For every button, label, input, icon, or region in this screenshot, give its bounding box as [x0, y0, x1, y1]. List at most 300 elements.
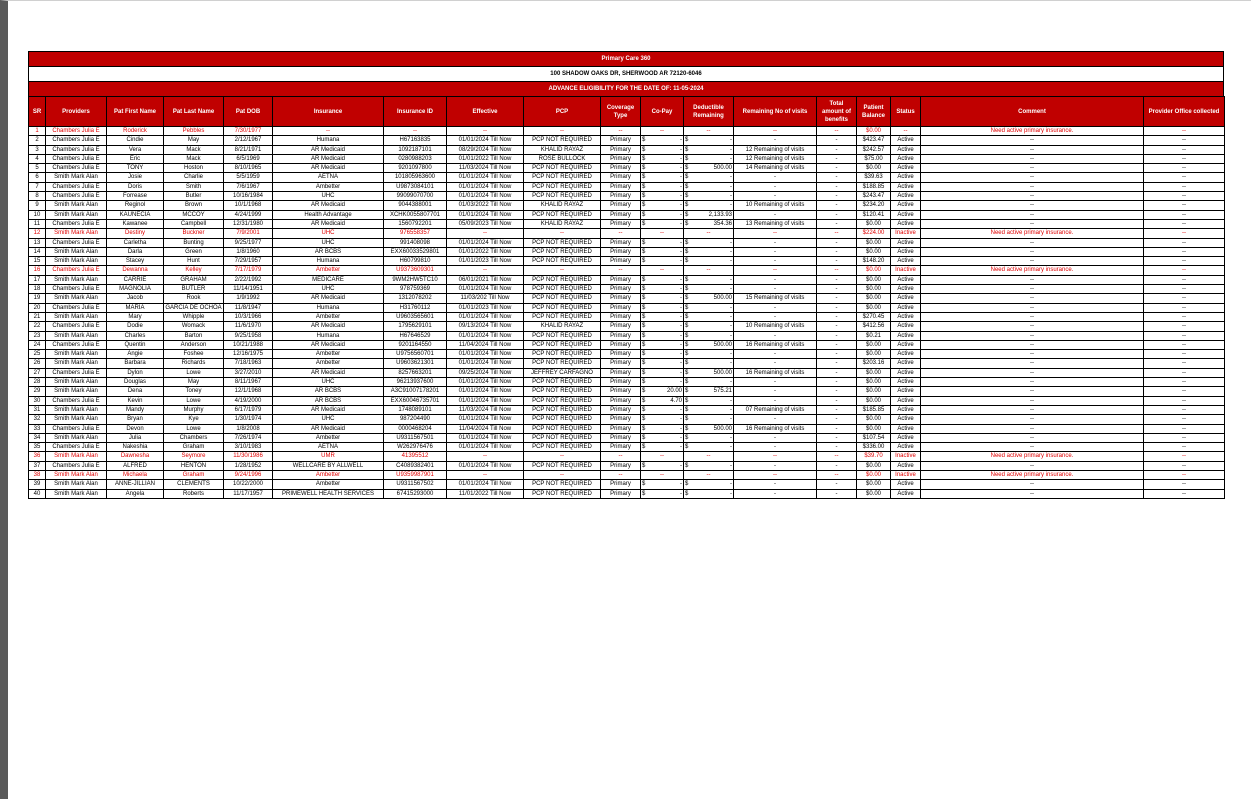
pcp-cell: -- — [524, 229, 601, 238]
sr-cell: 30 — [29, 396, 46, 405]
insurance-id-cell: 1092187101 — [384, 145, 447, 154]
deductible-value: 500.00 — [713, 341, 732, 348]
status-cell: Active — [891, 461, 921, 470]
table-row — [29, 405, 1225, 414]
patient-balance-cell: $243.47 — [857, 192, 891, 201]
comment-cell: -- — [921, 182, 1144, 191]
office-collected-cell: -- — [1144, 350, 1225, 359]
total-benefits-cell: - — [817, 312, 857, 321]
insurance-cell: AETNA — [273, 443, 384, 452]
status-cell: Active — [891, 322, 921, 331]
deductible-value: - — [730, 258, 732, 265]
sr-cell: 16 — [29, 266, 46, 275]
insurance-cell: WELLCARE BY ALLWELL — [273, 461, 384, 470]
pcp-cell: KHALID RAYAZ — [524, 201, 601, 210]
comment-cell: Need active primary insurance. — [921, 229, 1144, 238]
currency-symbol: $ — [685, 193, 689, 200]
patient-balance-cell: $0.00 — [857, 378, 891, 387]
patient-balance-cell: $0.00 — [857, 303, 891, 312]
deductible-value: - — [730, 155, 732, 162]
comment-cell: -- — [921, 340, 1144, 349]
first-name-cell: Devon — [107, 424, 164, 433]
effective-cell: 01/01/2024 Till Now — [447, 312, 524, 321]
patient-balance-cell: $0.00 — [857, 461, 891, 470]
first-name-cell: Julia — [107, 433, 164, 442]
copay-value: - — [680, 351, 682, 358]
pcp-cell: PCP NOT REQUIRED — [524, 238, 601, 247]
patient-balance-cell: $0.00 — [857, 294, 891, 303]
insurance-cell: AR BCBS — [273, 396, 384, 405]
provider-cell: Chambers Julia E — [46, 238, 107, 247]
remaining-visits-cell: 16 Remaining of visits — [734, 368, 817, 377]
total-benefits-cell: -- — [817, 266, 857, 275]
deductible-value: 500.00 — [713, 369, 732, 376]
comment-cell: -- — [921, 136, 1144, 145]
total-benefits-cell: - — [817, 275, 857, 284]
sr-cell: 11 — [29, 219, 46, 228]
table-row — [29, 480, 1225, 489]
copay-value: - — [680, 276, 682, 283]
deductible-cell: -- — [684, 127, 734, 136]
dob-cell: 6/5/1969 — [224, 154, 273, 163]
deductible-cell — [684, 443, 734, 452]
last-name-cell: Hunt — [164, 257, 224, 266]
effective-cell: 01/01/2024 Till Now — [447, 387, 524, 396]
comment-cell: -- — [921, 210, 1144, 219]
copay-value: - — [680, 193, 682, 200]
first-name-cell: Jacob — [107, 294, 164, 303]
total-benefits-cell: - — [817, 387, 857, 396]
currency-symbol: $ — [685, 183, 689, 190]
first-name-cell: Mandy — [107, 405, 164, 414]
insurance-cell: UHC — [273, 192, 384, 201]
currency-symbol: $ — [685, 397, 689, 404]
insurance-cell: Ambetter — [273, 312, 384, 321]
table-row — [29, 433, 1225, 442]
effective-cell: 01/01/2024 Till Now — [447, 461, 524, 470]
coverage-type-cell: Primary — [601, 350, 641, 359]
total-benefits-cell: - — [817, 201, 857, 210]
comment-cell: -- — [921, 285, 1144, 294]
insurance-cell: Humana — [273, 136, 384, 145]
pcp-cell: PCP NOT REQUIRED — [524, 378, 601, 387]
insurance-cell: PRIMEWELL HEALTH SERVICES — [273, 489, 384, 498]
comment-cell: -- — [921, 219, 1144, 228]
insurance-id-cell: H67163835 — [384, 136, 447, 145]
status-cell: Active — [891, 294, 921, 303]
first-name-cell: Reginol — [107, 201, 164, 210]
comment-cell: -- — [921, 257, 1144, 266]
comment-cell: -- — [921, 201, 1144, 210]
dob-cell: 9/24/1996 — [224, 470, 273, 479]
remaining-visits-cell: - — [734, 461, 817, 470]
pcp-cell: -- — [524, 452, 601, 461]
coverage-type-cell: Primary — [601, 359, 641, 368]
pcp-cell: PCP NOT REQUIRED — [524, 480, 601, 489]
table-row — [29, 303, 1225, 312]
first-name-cell: Bryan — [107, 415, 164, 424]
status-cell: Active — [891, 331, 921, 340]
insurance-id-cell: 9201164550 — [384, 340, 447, 349]
dob-cell: 1/8/2008 — [224, 424, 273, 433]
currency-symbol: $ — [642, 360, 646, 367]
last-name-cell: Pebbles — [164, 127, 224, 136]
sr-cell: 25 — [29, 350, 46, 359]
deductible-value: - — [730, 286, 732, 293]
coverage-type-cell: -- — [601, 266, 641, 275]
effective-cell: 01/01/2024 Till Now — [447, 443, 524, 452]
remaining-visits-cell: 10 Remaining of visits — [734, 201, 817, 210]
pcp-cell: PCP NOT REQUIRED — [524, 247, 601, 256]
insurance-id-cell: 0000468204 — [384, 424, 447, 433]
patient-balance-cell: $39.63 — [857, 173, 891, 182]
deductible-value: - — [730, 313, 732, 320]
copay-cell — [641, 322, 684, 331]
insurance-cell: AR Medicaid — [273, 154, 384, 163]
coverage-type-cell: Primary — [601, 210, 641, 219]
remaining-visits-cell: - — [734, 378, 817, 387]
remaining-visits-cell: - — [734, 182, 817, 191]
patient-balance-cell: $0.00 — [857, 238, 891, 247]
first-name-cell: Dawnesha — [107, 452, 164, 461]
office-collected-cell: -- — [1144, 424, 1225, 433]
insurance-id-cell: U9373609301 — [384, 266, 447, 275]
currency-symbol: $ — [642, 462, 646, 469]
table-row — [29, 154, 1225, 163]
coverage-type-cell: Primary — [601, 443, 641, 452]
table-row — [29, 331, 1225, 340]
patient-balance-cell: $336.00 — [857, 443, 891, 452]
currency-symbol: $ — [642, 313, 646, 320]
status-cell: Active — [891, 415, 921, 424]
status-cell: Active — [891, 238, 921, 247]
provider-cell: Smith Mark Alan — [46, 312, 107, 321]
currency-symbol: $ — [685, 369, 689, 376]
currency-symbol: $ — [642, 211, 646, 218]
currency-symbol: $ — [642, 286, 646, 293]
comment-cell: -- — [921, 275, 1144, 284]
office-collected-cell: -- — [1144, 127, 1225, 136]
pcp-cell: PCP NOT REQUIRED — [524, 294, 601, 303]
effective-cell: 06/01/2021 Till Now — [447, 275, 524, 284]
provider-cell: Chambers Julia E — [46, 396, 107, 405]
sr-cell: 33 — [29, 424, 46, 433]
currency-symbol: $ — [642, 351, 646, 358]
sr-cell: 26 — [29, 359, 46, 368]
copay-cell: -- — [641, 127, 684, 136]
effective-cell: 01/01/2024 Till Now — [447, 210, 524, 219]
first-name-cell: Dewanna — [107, 266, 164, 275]
patient-balance-cell: $0.00 — [857, 470, 891, 479]
insurance-id-cell: EXX60046735701 — [384, 396, 447, 405]
pcp-cell: PCP NOT REQUIRED — [524, 396, 601, 405]
effective-cell: 11/04/2024 Till Now — [447, 340, 524, 349]
col-header-pcp: PCP — [524, 97, 601, 127]
dob-cell: 12/31/1980 — [224, 219, 273, 228]
office-collected-cell: -- — [1144, 247, 1225, 256]
provider-cell: Chambers Julia E — [46, 192, 107, 201]
last-name-cell: Bunting — [164, 238, 224, 247]
currency-symbol: $ — [685, 434, 689, 441]
first-name-cell: Angela — [107, 489, 164, 498]
first-name-cell: Eric — [107, 154, 164, 163]
office-collected-cell: -- — [1144, 275, 1225, 284]
last-name-cell: Richards — [164, 359, 224, 368]
copay-cell — [641, 378, 684, 387]
patient-balance-cell: $0.00 — [857, 219, 891, 228]
status-cell: Active — [891, 396, 921, 405]
deductible-value: - — [730, 481, 732, 488]
table-row — [29, 136, 1225, 145]
provider-cell: Smith Mark Alan — [46, 331, 107, 340]
comment-cell: -- — [921, 312, 1144, 321]
sr-cell: 32 — [29, 415, 46, 424]
patient-balance-cell: $0.00 — [857, 480, 891, 489]
deductible-value: - — [730, 379, 732, 386]
table-row — [29, 470, 1225, 479]
copay-cell — [641, 257, 684, 266]
table-row — [29, 396, 1225, 405]
office-collected-cell: -- — [1144, 238, 1225, 247]
status-cell: Active — [891, 489, 921, 498]
total-benefits-cell: - — [817, 154, 857, 163]
effective-cell: -- — [447, 452, 524, 461]
table-row — [29, 164, 1225, 173]
office-collected-cell: -- — [1144, 480, 1225, 489]
provider-cell: Chambers Julia E — [46, 127, 107, 136]
insurance-id-cell: 9WM2HW5TC10 — [384, 275, 447, 284]
table-row — [29, 294, 1225, 303]
copay-value: - — [680, 490, 682, 497]
col-header-copay: Co-Pay — [641, 97, 684, 127]
coverage-type-cell: Primary — [601, 238, 641, 247]
table-row — [29, 247, 1225, 256]
status-cell: -- — [891, 127, 921, 136]
effective-cell: 01/03/2022 Till Now — [447, 201, 524, 210]
deductible-cell: -- — [684, 452, 734, 461]
copay-value: - — [680, 313, 682, 320]
coverage-type-cell: Primary — [601, 378, 641, 387]
total-benefits-cell: -- — [817, 229, 857, 238]
first-name-cell: Roderick — [107, 127, 164, 136]
effective-cell: 01/01/2024 Till Now — [447, 480, 524, 489]
comment-cell: Need active primary insurance. — [921, 266, 1144, 275]
col-header-coverage-type: Coverage Type — [601, 97, 641, 127]
comment-cell: -- — [921, 480, 1144, 489]
first-name-cell: Kawanee — [107, 219, 164, 228]
patient-balance-cell: $148.20 — [857, 257, 891, 266]
copay-cell: -- — [641, 452, 684, 461]
coverage-type-cell: -- — [601, 127, 641, 136]
patient-balance-cell: $242.57 — [857, 145, 891, 154]
status-cell: Active — [891, 480, 921, 489]
provider-cell: Chambers Julia E — [46, 424, 107, 433]
deductible-cell — [684, 247, 734, 256]
col-header-deductible: Deductible Remaining — [684, 97, 734, 127]
header-row — [29, 97, 1225, 127]
pcp-cell: -- — [524, 470, 601, 479]
pcp-cell: PCP NOT REQUIRED — [524, 182, 601, 191]
effective-cell: 01/01/2024 Till Now — [447, 136, 524, 145]
col-header-status: Status — [891, 97, 921, 127]
currency-symbol: $ — [685, 379, 689, 386]
patient-balance-cell: $423.47 — [857, 136, 891, 145]
copay-cell — [641, 210, 684, 219]
deductible-value: - — [730, 248, 732, 255]
first-name-cell: MAGNOLIA — [107, 285, 164, 294]
provider-cell: Chambers Julia E — [46, 266, 107, 275]
deductible-cell — [684, 396, 734, 405]
status-cell: Active — [891, 219, 921, 228]
copay-value: - — [680, 304, 682, 311]
eligibility-table — [28, 96, 1225, 499]
insurance-cell: Health Advantage — [273, 210, 384, 219]
office-collected-cell: -- — [1144, 396, 1225, 405]
col-header-sr: SR — [29, 97, 46, 127]
status-cell: Active — [891, 173, 921, 182]
insurance-id-cell: W262976476 — [384, 443, 447, 452]
copay-value: 20.00 — [666, 388, 682, 395]
copay-cell — [641, 489, 684, 498]
total-benefits-cell: - — [817, 396, 857, 405]
status-cell: Active — [891, 247, 921, 256]
insurance-cell: AR Medicaid — [273, 405, 384, 414]
last-name-cell: GARCIA DE OCHOA — [165, 304, 222, 311]
table-row — [29, 238, 1225, 247]
eligibility-date-banner: ADVANCE ELIGIBILITY FOR THE DATE OF: 11-05-2024 — [28, 81, 1224, 96]
table-row — [29, 127, 1225, 136]
total-benefits-cell: - — [817, 489, 857, 498]
comment-cell: -- — [921, 350, 1144, 359]
total-benefits-cell: - — [817, 238, 857, 247]
pcp-cell: PCP NOT REQUIRED — [524, 275, 601, 284]
remaining-visits-cell: -- — [734, 229, 817, 238]
insurance-cell: Ambetter — [273, 182, 384, 191]
copay-cell — [641, 415, 684, 424]
deductible-value: - — [730, 490, 732, 497]
comment-cell: -- — [921, 396, 1144, 405]
last-name-cell: Anderson — [164, 340, 224, 349]
provider-cell: Chambers Julia E — [46, 136, 107, 145]
last-name-cell: Foshee — [164, 350, 224, 359]
first-name-cell: Barbara — [107, 359, 164, 368]
total-benefits-cell: -- — [817, 470, 857, 479]
pcp-cell: PCP NOT REQUIRED — [524, 164, 601, 173]
deductible-cell: -- — [684, 229, 734, 238]
insurance-cell: AR Medicaid — [273, 145, 384, 154]
last-name-cell: Womack — [164, 322, 224, 331]
last-name-cell: Chambers — [164, 433, 224, 442]
comment-cell: -- — [921, 461, 1144, 470]
deductible-cell — [684, 210, 734, 219]
insurance-cell: AR Medicaid — [273, 294, 384, 303]
copay-cell — [641, 350, 684, 359]
provider-cell: Chambers Julia E — [46, 182, 107, 191]
dob-cell: 7/29/1957 — [224, 257, 273, 266]
first-name-cell: Quentin — [107, 340, 164, 349]
copay-cell — [641, 192, 684, 201]
dob-cell: 1/9/1992 — [224, 294, 273, 303]
effective-cell: 01/01/2022 Till Now — [447, 247, 524, 256]
status-cell: Active — [891, 154, 921, 163]
total-benefits-cell: - — [817, 415, 857, 424]
patient-balance-cell: $0.21 — [857, 331, 891, 340]
effective-cell: 11/03/2024 Till Now — [447, 164, 524, 173]
insurance-id-cell: U9311567502 — [384, 480, 447, 489]
deductible-cell — [684, 294, 734, 303]
office-collected-cell: -- — [1144, 164, 1225, 173]
insurance-cell: AR BCBS — [273, 387, 384, 396]
eligibility-sheet — [28, 51, 1224, 499]
table-row — [29, 368, 1225, 377]
table-row — [29, 275, 1225, 284]
office-collected-cell: -- — [1144, 219, 1225, 228]
total-benefits-cell: - — [817, 443, 857, 452]
remaining-visits-cell: - — [734, 433, 817, 442]
table-row — [29, 322, 1225, 331]
coverage-type-cell: Primary — [601, 136, 641, 145]
last-name-cell: May — [164, 378, 224, 387]
dob-cell: 9/25/1977 — [224, 238, 273, 247]
currency-symbol: $ — [642, 183, 646, 190]
patient-balance-cell: $0.00 — [857, 387, 891, 396]
deductible-value: - — [730, 146, 732, 153]
dob-cell: 8/21/1971 — [224, 145, 273, 154]
provider-cell: Chambers Julia E — [46, 443, 107, 452]
copay-cell — [641, 387, 684, 396]
office-collected-cell: -- — [1144, 312, 1225, 321]
provider-cell: Smith Mark Alan — [46, 201, 107, 210]
deductible-cell — [684, 201, 734, 210]
comment-cell: -- — [921, 192, 1144, 201]
insurance-id-cell: XCHK0055807701 — [384, 210, 447, 219]
sr-cell: 20 — [29, 303, 46, 312]
provider-cell: Smith Mark Alan — [46, 415, 107, 424]
copay-value: - — [680, 248, 682, 255]
comment-cell: -- — [921, 489, 1144, 498]
sr-cell: 6 — [29, 173, 46, 182]
insurance-id-cell: 978759369 — [384, 285, 447, 294]
first-name-cell: ALFRED — [107, 461, 164, 470]
dob-cell: 7/9/2001 — [224, 229, 273, 238]
provider-cell: Chambers Julia E — [46, 322, 107, 331]
provider-cell: Smith Mark Alan — [46, 210, 107, 219]
dob-cell: 4/24/1999 — [224, 210, 273, 219]
pcp-cell: KHALID RAYAZ — [524, 145, 601, 154]
last-name-cell: Graham — [164, 443, 224, 452]
coverage-type-cell: Primary — [601, 303, 641, 312]
deductible-cell: -- — [684, 470, 734, 479]
currency-symbol: $ — [642, 165, 646, 172]
dob-cell: 5/5/1959 — [224, 173, 273, 182]
table-row — [29, 443, 1225, 452]
last-name-cell: Campbell — [164, 219, 224, 228]
copay-value: - — [680, 406, 682, 413]
pcp-cell: PCP NOT REQUIRED — [524, 136, 601, 145]
patient-balance-cell: $185.85 — [857, 405, 891, 414]
effective-cell: 01/01/2024 Till Now — [447, 173, 524, 182]
last-name-cell: Seymore — [164, 452, 224, 461]
copay-cell — [641, 480, 684, 489]
currency-symbol: $ — [685, 239, 689, 246]
currency-symbol: $ — [642, 444, 646, 451]
coverage-type-cell: Primary — [601, 164, 641, 173]
first-name-cell: Mary — [107, 312, 164, 321]
deductible-cell — [684, 182, 734, 191]
total-benefits-cell: - — [817, 192, 857, 201]
copay-value: - — [680, 258, 682, 265]
col-header-dob: Pat DOB — [224, 97, 273, 127]
